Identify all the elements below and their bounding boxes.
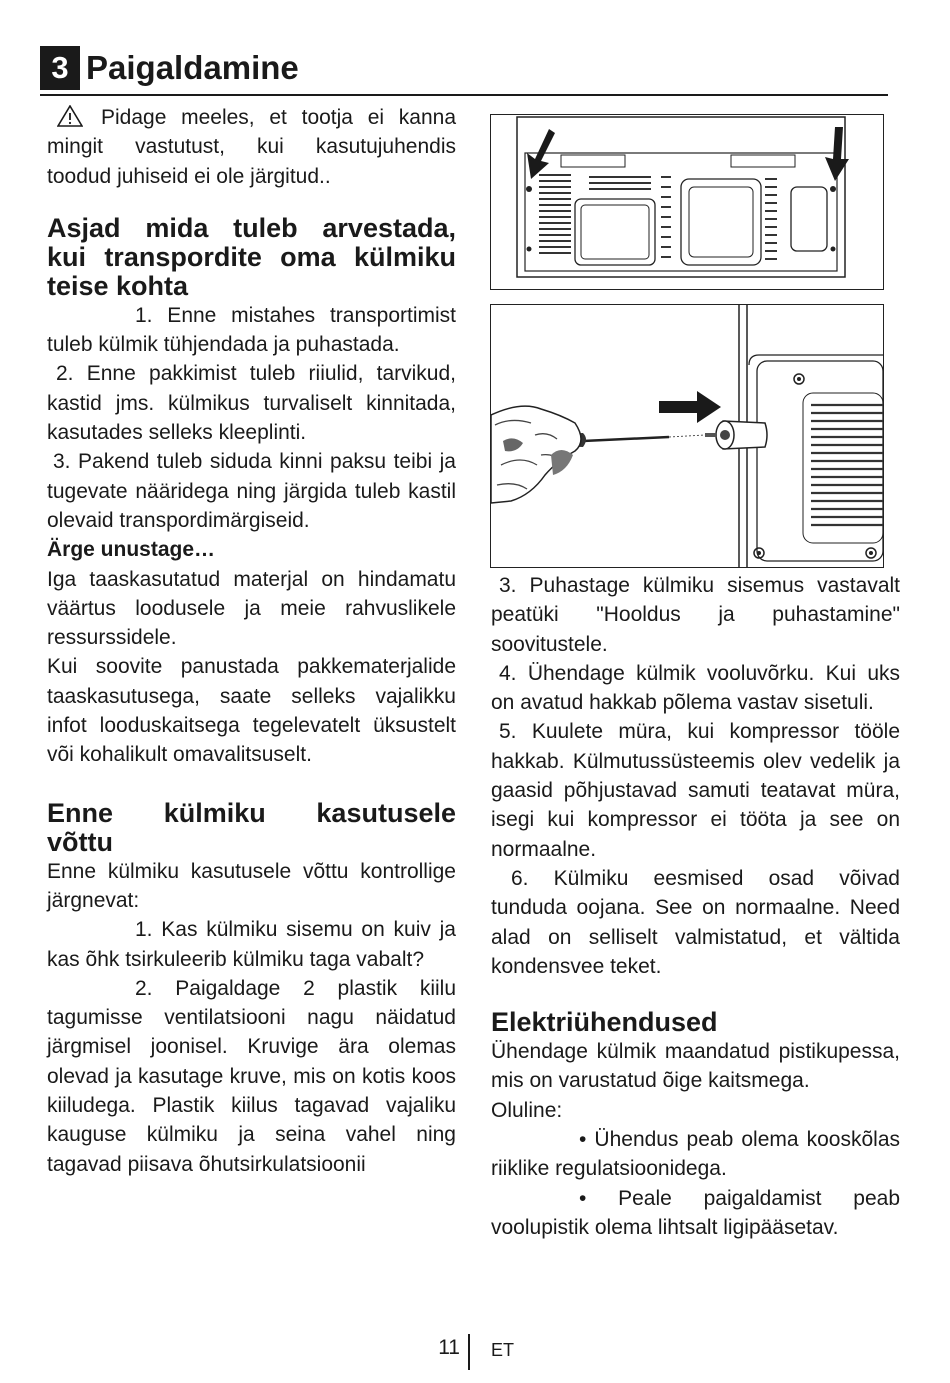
- before-use-item-4: 4. Ühendage külmik vooluvõrku. Kui uks on avatud hakkab põlema vastav sisetuli.: [491, 661, 900, 715]
- right-column: [491, 571, 900, 1242]
- electrical-heading: Elektriühendused: [491, 1007, 718, 1038]
- dont-forget-heading: Ärge unustage…: [47, 538, 216, 562]
- transport-item-1: 1. Enne mistahes transportimist tuleb külmik tühjendada ja puhastada.: [47, 303, 456, 357]
- before-use-intro: Enne külmiku kasutusele võttu kontrollige järgnevat:: [47, 859, 456, 912]
- chapter-number: 3: [40, 46, 80, 90]
- language-code: ET: [491, 1340, 515, 1360]
- chapter-header: [40, 44, 888, 96]
- footer-divider: [468, 1334, 470, 1370]
- electrical-bullet-1: • Ühendus peab olema kooskõlas riiklike regulatsioonidega.: [491, 1128, 900, 1181]
- electrical-bullet-2: • Peale paigaldamist peab voolupistik olema lihtsalt ligipääsetav.: [491, 1186, 900, 1239]
- before-use-item-6: 6. Külmiku eesmised osad võivad tunduda oojana. See on normaalne. Need alad on selliselt valmistatud, et vältida kondensvee teket.: [491, 866, 900, 978]
- left-column: [47, 103, 456, 1179]
- transport-item-3: 3. Pakend tuleb siduda kinni paksu teibi ja tugevate nääridega ning järgida tuleb kastil olevaid transpordimärgiseid.: [47, 450, 456, 532]
- recycle-text-2: Kui soovite panustada pakkematerjalide taaskasutusega, saate selleks vajalikku infot looduskaitsega tegelevatelt üksustelt või kohalikult omavalitsuselt.: [47, 655, 456, 767]
- warning-line-1: [47, 103, 456, 132]
- warning-line-3: toodud juhiseid ei ole järgitud..: [47, 164, 331, 188]
- recycle-text-1: Iga taaskasutatud materjal on hindamatu väärtus loodusele ja meie rahvuslikele ressurssidele.: [47, 567, 456, 650]
- transport-heading-line-2: kui transpordite oma külmiku: [47, 241, 456, 272]
- chapter-title: Paigaldamine: [86, 49, 299, 86]
- warning-text-1: Pidage meeles, et tootja ei kanna: [101, 106, 456, 129]
- transport-heading-line-3: teise kohta: [47, 270, 189, 301]
- warning-line-2: mingit vastutust, kui kasutujuhendis: [47, 135, 456, 159]
- before-use-item-5: 5. Kuulete müra, kui kompressor tööle hakkab. Külmutussüsteemis olev vedelik ja gaasid põhjustavad samuti teatavat müra, isegi kui kompressor ei tööta ja see on normaalne.: [491, 720, 900, 861]
- before-use-item-1: 1. Kas külmiku sisemu on kuiv ja kas õhk tsirkuleerib külmiku taga vabalt?: [47, 918, 456, 971]
- direction-arrow-icon: [659, 391, 721, 423]
- warning-triangle-icon: [57, 105, 83, 127]
- before-use-heading-line-2: võttu: [47, 826, 113, 857]
- before-use-heading-line-1: Enne külmiku kasutusele: [47, 797, 456, 828]
- electrical-text: Ühendage külmik maandatud pistikupessa, mis on varustatud õige kaitsmega.: [491, 1040, 900, 1093]
- page-number: 11: [438, 1336, 460, 1359]
- transport-heading-line-1: Asjad mida tuleb arvestada,: [47, 212, 456, 243]
- left-arrow-icon: [527, 129, 555, 179]
- transport-item-2: 2. Enne pakkimist tuleb riiulid, tarvikud, kastid jms. külmikus turvaliselt kinnitada, kasutades selleks kleeplinti.: [47, 362, 456, 445]
- before-use-item-3: 3. Puhastage külmiku sisemus vastavalt peatüki "Hooldus ja puhastamine" soovitustele.: [491, 574, 900, 656]
- before-use-item-2: 2. Paigaldage 2 plastik kiilu tagumisse ventilatsiooni nagu näidatud järgmisel joonisel. Kruvige ära olemas olevad ja kasutage kruve, mis on kotis koos kiiludega. Plastik kiilus tagavad vajaliku kauguse külmiku ja seina vahel ning tagavad piisava õhutsirkulatsioonii: [47, 976, 456, 1176]
- important-label: Oluline:: [491, 1098, 563, 1122]
- fridge-back-figure: [490, 114, 884, 290]
- screw-installation-figure: [490, 304, 884, 568]
